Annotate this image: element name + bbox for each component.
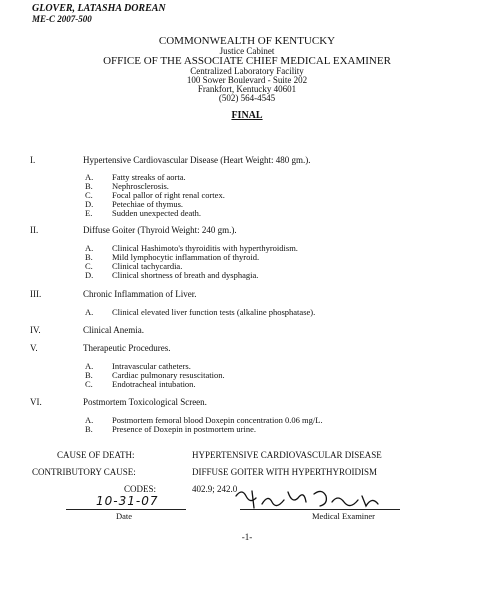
- item-text: Clinical elevated liver function tests (alkaline phosphatase).: [112, 307, 316, 317]
- section-number: IV.: [30, 325, 41, 335]
- item-text: Petechiae of thymus.: [112, 199, 184, 209]
- final-heading: FINAL: [231, 110, 263, 121]
- section-number: III.: [30, 289, 42, 299]
- section-number: I.: [30, 155, 36, 165]
- contributory-cause-value: DIFFUSE GOITER WITH HYPERTHYROIDISM: [192, 467, 378, 477]
- section-title: Chronic Inflammation of Liver.: [83, 289, 197, 299]
- examiner-label: Medical Examiner: [312, 511, 376, 521]
- codes-label: CODES:: [124, 484, 157, 494]
- item-text: Nephrosclerosis.: [112, 181, 169, 191]
- item-text: Postmortem femoral blood Doxepin concentration 0.06 mg/L.: [112, 415, 323, 425]
- item-letter: C.: [85, 190, 93, 200]
- agency-cabinet: Justice Cabinet: [219, 46, 275, 56]
- agency-city: Frankfort, Kentucky 40601: [197, 84, 297, 94]
- agency-phone: (502) 564-4545: [218, 93, 276, 103]
- cause-of-death-value: HYPERTENSIVE CARDIOVASCULAR DISEASE: [192, 450, 382, 460]
- item-text: Presence of Doxepin in postmortem urine.: [112, 424, 256, 434]
- item-letter: D.: [85, 270, 94, 280]
- date-label: Date: [116, 511, 133, 521]
- item-letter: B.: [85, 424, 93, 434]
- agency-street: 100 Sower Boulevard - Suite 202: [186, 75, 308, 85]
- date-signature-line: [66, 509, 186, 510]
- item-letter: A.: [85, 307, 94, 317]
- item-text: Clinical shortness of breath and dysphagia.: [112, 270, 259, 280]
- decedent-name: GLOVER, LATASHA DOREAN: [32, 3, 166, 14]
- item-letter: D.: [85, 199, 94, 209]
- item-letter: B.: [85, 370, 93, 380]
- handwritten-date: 10-31-07: [96, 494, 159, 508]
- agency-office: OFFICE OF THE ASSOCIATE CHIEF MEDICAL EXAMINER: [103, 55, 391, 67]
- item-text: Sudden unexpected death.: [112, 208, 201, 218]
- item-letter: A.: [85, 243, 94, 253]
- item-letter: C.: [85, 261, 93, 271]
- section-title: Hypertensive Cardiovascular Disease (Heart Weight: 480 gm.).: [83, 155, 311, 165]
- section-number: VI.: [30, 397, 42, 407]
- cause-of-death-label: CAUSE OF DEATH:: [57, 450, 135, 460]
- item-letter: E.: [85, 208, 93, 218]
- item-letter: C.: [85, 379, 93, 389]
- examiner-signature-line: [240, 509, 400, 510]
- item-text: Focal pallor of right renal cortex.: [112, 190, 225, 200]
- contributory-cause-label: CONTRIBUTORY CAUSE:: [32, 467, 136, 477]
- section-title: Postmortem Toxicological Screen.: [83, 397, 207, 407]
- item-text: Clinical Hashimoto's thyroiditis with hyperthyroidism.: [112, 243, 298, 253]
- item-letter: B.: [85, 252, 93, 262]
- item-text: Endotracheal intubation.: [112, 379, 196, 389]
- item-letter: A.: [85, 361, 94, 371]
- agency-facility: Centralized Laboratory Facility: [190, 66, 304, 76]
- item-text: Cardiac pulmonary resuscitation.: [112, 370, 225, 380]
- codes-value: 402.9; 242.0: [192, 484, 238, 494]
- section-title: Diffuse Goiter (Thyroid Weight: 240 gm.).: [83, 225, 237, 235]
- case-number: ME-C 2007-500: [32, 14, 92, 24]
- section-title: Clinical Anemia.: [83, 325, 144, 335]
- item-text: Mild lymphocytic inflammation of thyroid.: [112, 252, 260, 262]
- page-number: -1-: [241, 532, 253, 542]
- section-number: II.: [30, 225, 39, 235]
- item-letter: A.: [85, 415, 94, 425]
- section-number: V.: [30, 343, 38, 353]
- agency-commonwealth: COMMONWEALTH OF KENTUCKY: [158, 35, 336, 47]
- item-letter: A.: [85, 172, 94, 182]
- section-title: Therapeutic Procedures.: [83, 343, 171, 353]
- item-text: Intravascular catheters.: [112, 361, 191, 371]
- item-letter: B.: [85, 181, 93, 191]
- item-text: Clinical tachycardia.: [112, 261, 183, 271]
- item-text: Fatty streaks of aorta.: [112, 172, 186, 182]
